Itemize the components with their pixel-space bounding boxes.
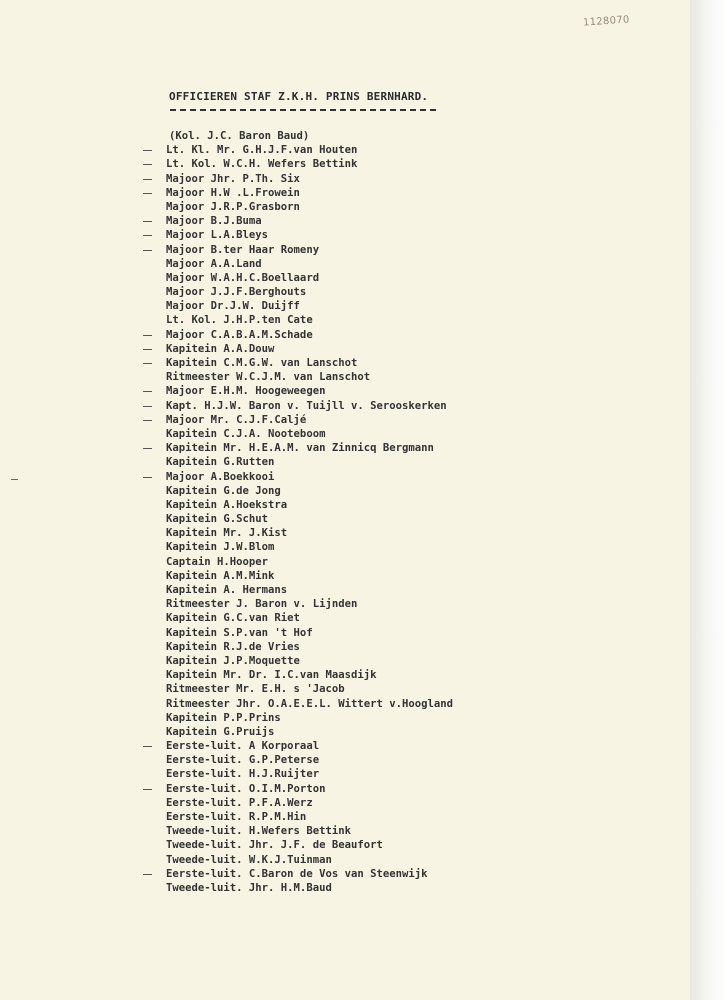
officer-name: Kapitein G.Rutten bbox=[166, 456, 275, 469]
officer-name: Majoor W.A.H.C.Boellaard bbox=[166, 271, 320, 284]
officer-name: Majoor H.W .L.Frowein bbox=[166, 186, 300, 199]
check-dash-mark bbox=[143, 179, 152, 180]
officer-name: Tweede-luit. W.K.J.Tuinman bbox=[166, 853, 332, 866]
officer-name: Kapitein C.J.A. Nooteboom bbox=[166, 427, 326, 440]
officer-name: Tweede-luit. H.Wefers Bettink bbox=[166, 825, 351, 838]
page-edge bbox=[690, 0, 727, 1000]
officer-name: Majoor B.ter Haar Romeny bbox=[166, 243, 320, 256]
officer-name: Kapitein G.de Jong bbox=[166, 484, 281, 497]
check-dash-mark bbox=[143, 391, 152, 392]
check-dash-mark bbox=[143, 221, 152, 222]
officer-name: Eerste-luit. G.P.Peterse bbox=[166, 754, 320, 767]
officer-name: Kapt. H.J.W. Baron v. Tuijll v. Serooskerken bbox=[166, 399, 447, 412]
officer-name: Kapitein A. Hermans bbox=[166, 584, 288, 596]
officer-name: Majoor Dr.J.W. Duijff bbox=[166, 300, 300, 313]
officer-name: Kapitein G.Schut bbox=[166, 513, 269, 526]
officer-name: Kapitein J.P.Moquette bbox=[166, 654, 300, 667]
check-dash-mark bbox=[143, 448, 152, 449]
title-underline bbox=[170, 109, 436, 111]
officer-name: Majoor A.A.Land bbox=[166, 257, 262, 270]
officer-name: Kapitein Mr. H.E.A.M. van Zinnicq Bergmann bbox=[166, 442, 434, 455]
officer-name: Kapitein P.P.Prins bbox=[166, 711, 281, 724]
officer-name: Ritmeester Mr. E.H. s 'Jacob bbox=[166, 683, 345, 696]
officer-name: Eerste-luit. C.Baron de Vos van Steenwijk bbox=[166, 867, 428, 880]
officer-name: Tweede-luit. Jhr. H.M.Baud bbox=[166, 881, 332, 894]
margin-mark bbox=[11, 479, 18, 480]
check-dash-mark bbox=[143, 150, 152, 151]
check-dash-mark bbox=[143, 164, 152, 165]
officer-name: Ritmeester J. Baron v. Lijnden bbox=[166, 598, 358, 611]
officer-name: Kapitein A.M.Mink bbox=[166, 569, 275, 582]
officer-name: Eerste-luit. P.F.A.Werz bbox=[166, 796, 313, 809]
officer-name: Majoor A.Boekkooi bbox=[166, 470, 275, 483]
officer-name: Majoor C.A.B.A.M.Schade bbox=[166, 328, 313, 341]
check-dash-mark bbox=[143, 874, 152, 875]
officer-name: Kapitein A.A.Douw bbox=[166, 342, 275, 355]
officer-name: Kapitein A.Hoekstra bbox=[166, 498, 288, 511]
check-dash-mark bbox=[143, 193, 152, 194]
officer-name: Majoor Mr. C.J.F.Caljé bbox=[166, 413, 307, 426]
check-dash-mark bbox=[143, 789, 152, 790]
check-dash-mark bbox=[143, 235, 152, 236]
officer-name: Majoor J.J.F.Berghouts bbox=[166, 286, 307, 299]
document-title: OFFICIEREN STAF Z.K.H. PRINS BERNHARD. bbox=[169, 90, 429, 103]
check-dash-mark bbox=[143, 746, 152, 747]
check-dash-mark bbox=[143, 250, 152, 251]
officer-name: Kapitein C.M.G.W. van Lanschot bbox=[166, 357, 358, 369]
officer-name: Tweede-luit. Jhr. J.F. de Beaufort bbox=[166, 839, 383, 852]
officer-name: Eerste-luit. R.P.M.Hin bbox=[166, 811, 307, 823]
officer-name: Kapitein J.W.Blom bbox=[166, 541, 275, 554]
officer-name: Lt. Kol. W.C.H. Wefers Bettink bbox=[166, 158, 358, 171]
check-dash-mark bbox=[143, 420, 152, 421]
officer-name: Lt. Kl. Mr. G.H.J.F.van Houten bbox=[166, 144, 358, 157]
officer-name: (Kol. J.C. Baron Baud) bbox=[169, 130, 310, 142]
officer-name: Eerste-luit. H.J.Ruijter bbox=[166, 768, 320, 781]
check-dash-mark bbox=[143, 335, 152, 336]
officer-name: Majoor J.R.P.Grasborn bbox=[166, 200, 300, 213]
officer-name: Kapitein G.C.van Riet bbox=[166, 612, 300, 625]
officer-name: Kapitein Mr. Dr. I.C.van Maasdijk bbox=[166, 669, 377, 682]
officer-name: Majoor L.A.Bleys bbox=[166, 229, 269, 242]
officer-name: Ritmeester Jhr. O.A.E.E.L. Wittert v.Hoogland bbox=[166, 697, 454, 710]
officer-name: Captain H.Hooper bbox=[166, 555, 269, 568]
officer-name: Kapitein S.P.van 't Hof bbox=[166, 626, 313, 639]
archive-number: 1128070 bbox=[582, 14, 630, 29]
check-dash-mark bbox=[143, 349, 152, 350]
check-dash-mark bbox=[143, 477, 152, 478]
officer-name: Kapitein G.Pruijs bbox=[166, 725, 275, 738]
officer-name: Lt. Kol. J.H.P.ten Cate bbox=[166, 314, 313, 327]
officer-name: Eerste-luit. A Korporaal bbox=[166, 740, 320, 753]
officer-name: Majoor Jhr. P.Th. Six bbox=[166, 172, 300, 185]
officer-name: Kapitein Mr. J.Kist bbox=[166, 527, 288, 540]
officer-name: Majoor E.H.M. Hoogeweegen bbox=[166, 385, 326, 398]
check-dash-mark bbox=[143, 363, 152, 364]
check-dash-mark bbox=[143, 406, 152, 407]
officer-name: Majoor B.J.Buma bbox=[166, 215, 262, 228]
officer-name: Kapitein R.J.de Vries bbox=[166, 640, 300, 653]
officer-name: Eerste-luit. O.I.M.Porton bbox=[166, 782, 326, 795]
officer-name: Ritmeester W.C.J.M. van Lanschot bbox=[166, 371, 371, 384]
